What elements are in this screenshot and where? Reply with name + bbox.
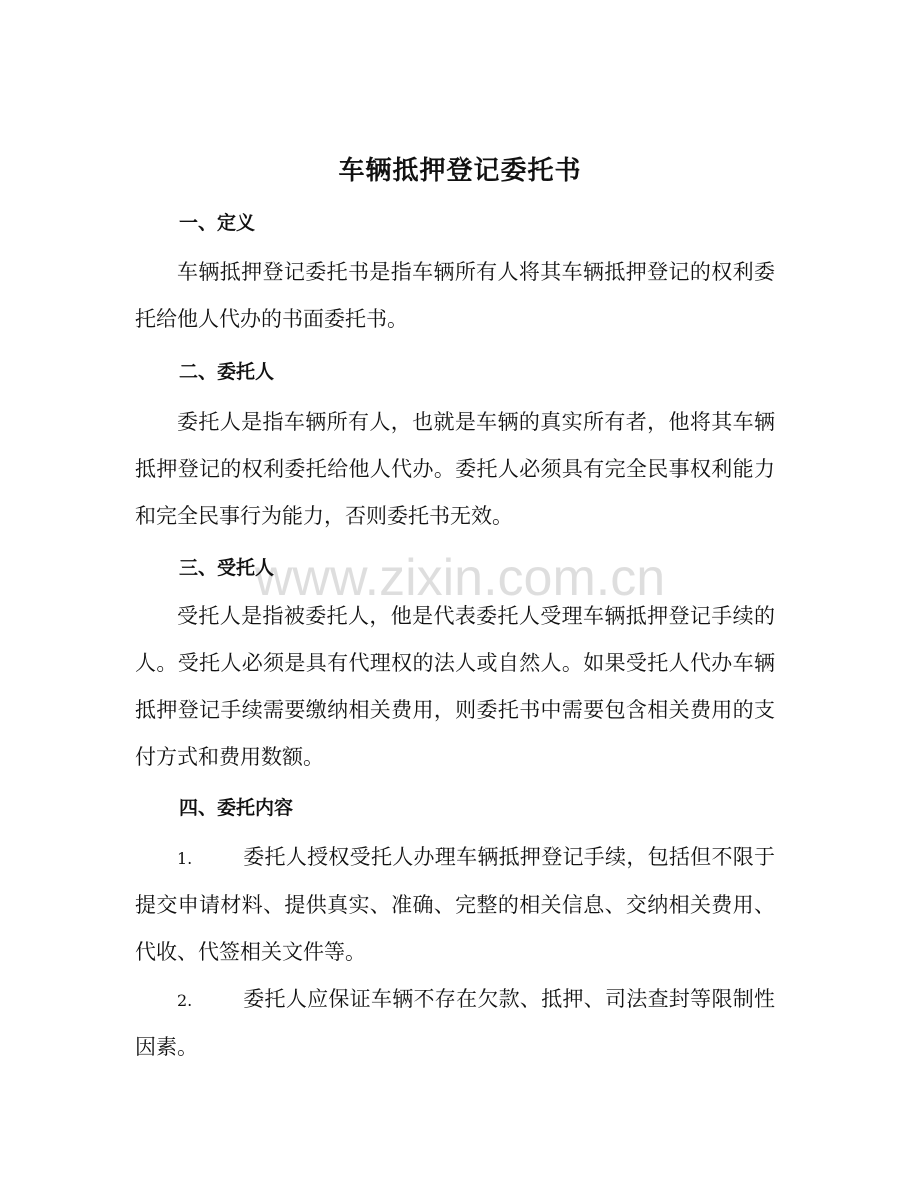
section-paragraph-agent: 受托人是指被委托人，他是代表委托人受理车辆抵押登记手续的人。受托人必须是具有代理权的法人或自然人。如果受托人代办车辆抵押登记手续需要缴纳相关费用，则委托书中需要包含相关费用的支付方式和费用数额。: [135, 604, 775, 769]
list-item-number: 1.: [177, 849, 193, 868]
section-paragraph-principal: 委托人是指车辆所有人，也就是车辆的真实所有者，他将其车辆抵押登记的权利委托给他人代办。委托人必须具有完全民事权利能力和完全民事行为能力，否则委托书无效。: [135, 410, 775, 528]
list-item: [135, 976, 775, 1071]
section-heading-agent: 三、受托人: [179, 557, 275, 579]
list-item: [135, 834, 775, 976]
list-item-number: 2.: [177, 991, 193, 1010]
section-paragraph-definition: 车辆抵押登记委托书是指车辆所有人将其车辆抵押登记的权利委托给他人代办的书面委托书。: [135, 260, 775, 331]
section-heading-definition: 一、定义: [179, 212, 256, 234]
section-heading-content: 四、委托内容: [179, 797, 294, 819]
section-heading-principal: 二、委托人: [179, 361, 275, 383]
document-title: 车辆抵押登记委托书: [338, 156, 582, 186]
watermark: www.zixin.com.cn: [254, 549, 666, 607]
list-item-text: 委托人应保证车辆不存在欠款、抵押、司法查封等限制性因素。: [135, 987, 775, 1059]
list-item-text: 委托人授权受托人办理车辆抵押登记手续，包括但不限于提交申请材料、提供真实、准确、完整的相关信息、交纳相关费用、代收、代签相关文件等。: [135, 845, 775, 964]
